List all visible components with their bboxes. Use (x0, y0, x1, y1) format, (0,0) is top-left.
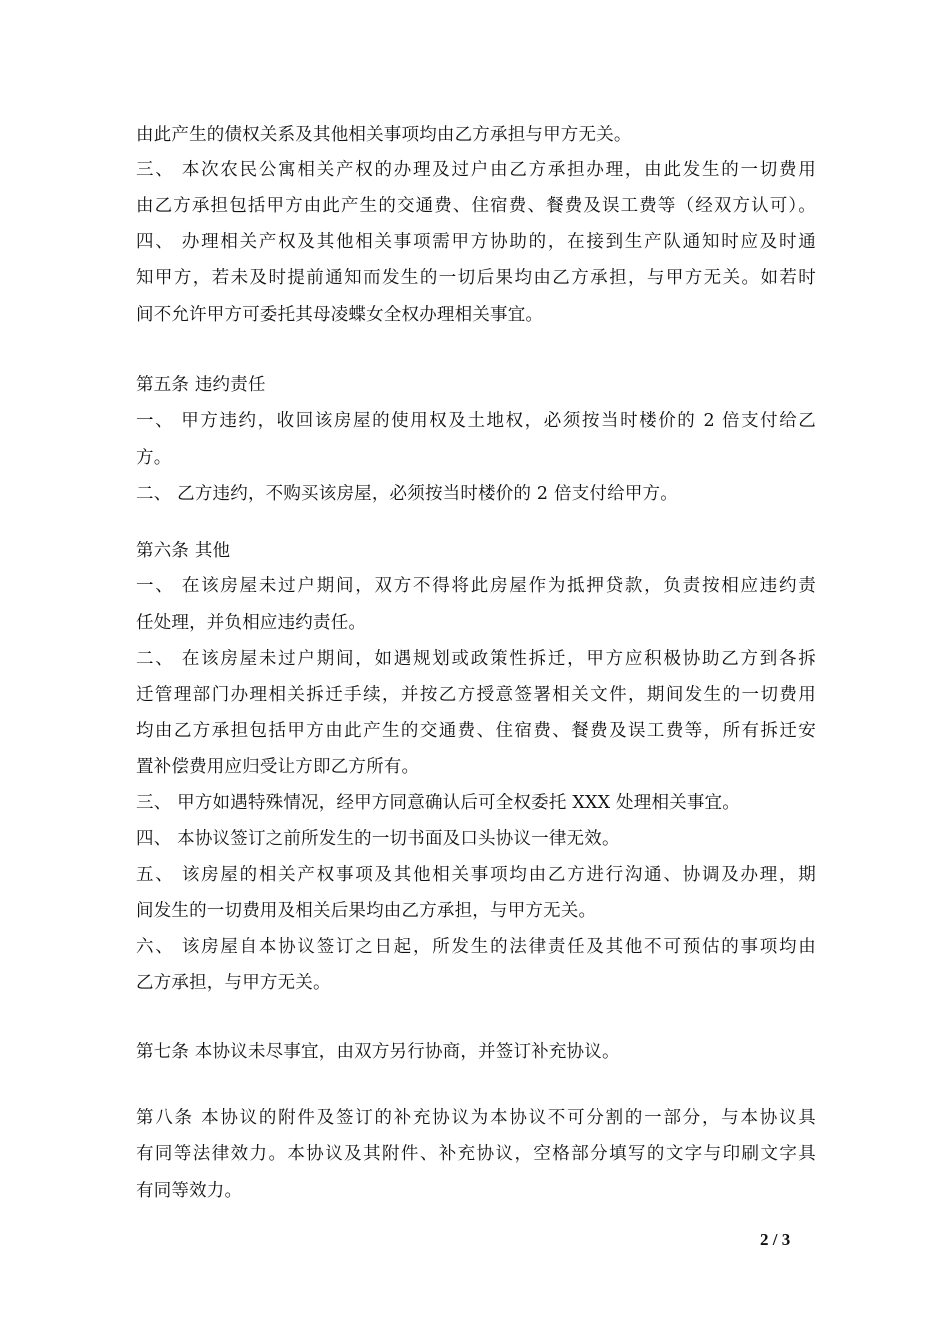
text-line: 间发生的一切费用及相关后果均由乙方承担，与甲方无关。 (136, 901, 597, 921)
text-line: 四、 本协议签订之前所发生的一切书面及口头协议一律无效。 (136, 829, 620, 849)
text-line: 一、 甲方违约，收回该房屋的使用权及土地权，必须按当时楼价的 2 倍支付给乙 (136, 411, 816, 431)
text-line: 四、 办理相关产权及其他相关事项需甲方协助的，在接到生产队通知时应及时通 (136, 232, 816, 252)
text-line: 二、 乙方违约，不购买该房屋，必须按当时楼价的 2 倍支付给甲方。 (136, 484, 678, 504)
text-line: 乙方承担，与甲方无关。 (136, 973, 331, 993)
text-line: 方。 (136, 448, 172, 468)
text-line: 置补偿费用应归受让方即乙方所有。 (136, 757, 420, 777)
text-line: 三、 本次农民公寓相关产权的办理及过户由乙方承担办理，由此发生的一切费用 (136, 160, 816, 180)
text-line: 有同等效力。 (136, 1181, 243, 1201)
text-line: 由此产生的债权关系及其他相关事项均由乙方承担与甲方无关。 (136, 125, 632, 145)
text-line: 知甲方，若未及时提前通知而发生的一切后果均由乙方承担，与甲方无关。如若时 (136, 268, 816, 288)
text-line: 均由乙方承担包括甲方由此产生的交通费、住宿费、餐费及误工费等，所有拆迁安 (136, 721, 816, 741)
text-line: 由乙方承担包括甲方由此产生的交通费、住宿费、餐费及误工费等（经双方认可）。 (136, 196, 816, 216)
text-line: 二、 在该房屋未过户期间，如遇规划或政策性拆迁，甲方应积极协助乙方到各拆 (136, 649, 816, 669)
section-heading: 第八条 本协议的附件及签订的补充协议为本协议不可分割的一部分，与本协议具 (136, 1108, 816, 1128)
section-heading: 第五条 违约责任 (136, 375, 266, 395)
text-line: 间不允许甲方可委托其母凌蝶女全权办理相关事宜。 (136, 305, 544, 325)
section-heading: 第六条 其他 (136, 541, 231, 561)
text-line: 五、 该房屋的相关产权事项及其他相关事项均由乙方进行沟通、协调及办理，期 (136, 865, 816, 885)
section-heading: 第七条 本协议未尽事宜，由双方另行协商，并签订补充协议。 (136, 1042, 620, 1062)
text-line: 迁管理部门办理相关拆迁手续，并按乙方授意签署相关文件，期间发生的一切费用 (136, 685, 816, 705)
text-line: 六、 该房屋自本协议签订之日起，所发生的法律责任及其他不可预估的事项均由 (136, 937, 816, 957)
text-line: 有同等法律效力。本协议及其附件、补充协议，空格部分填写的文字与印刷文字具 (136, 1144, 816, 1164)
page-number: 2 / 3 (760, 1230, 791, 1249)
text-line: 三、 甲方如遇特殊情况，经甲方同意确认后可全权委托 XXX 处理相关事宜。 (136, 793, 740, 813)
text-line: 一、 在该房屋未过户期间，双方不得将此房屋作为抵押贷款，负责按相应违约责 (136, 576, 816, 596)
text-line: 任处理，并负相应违约责任。 (136, 613, 367, 633)
